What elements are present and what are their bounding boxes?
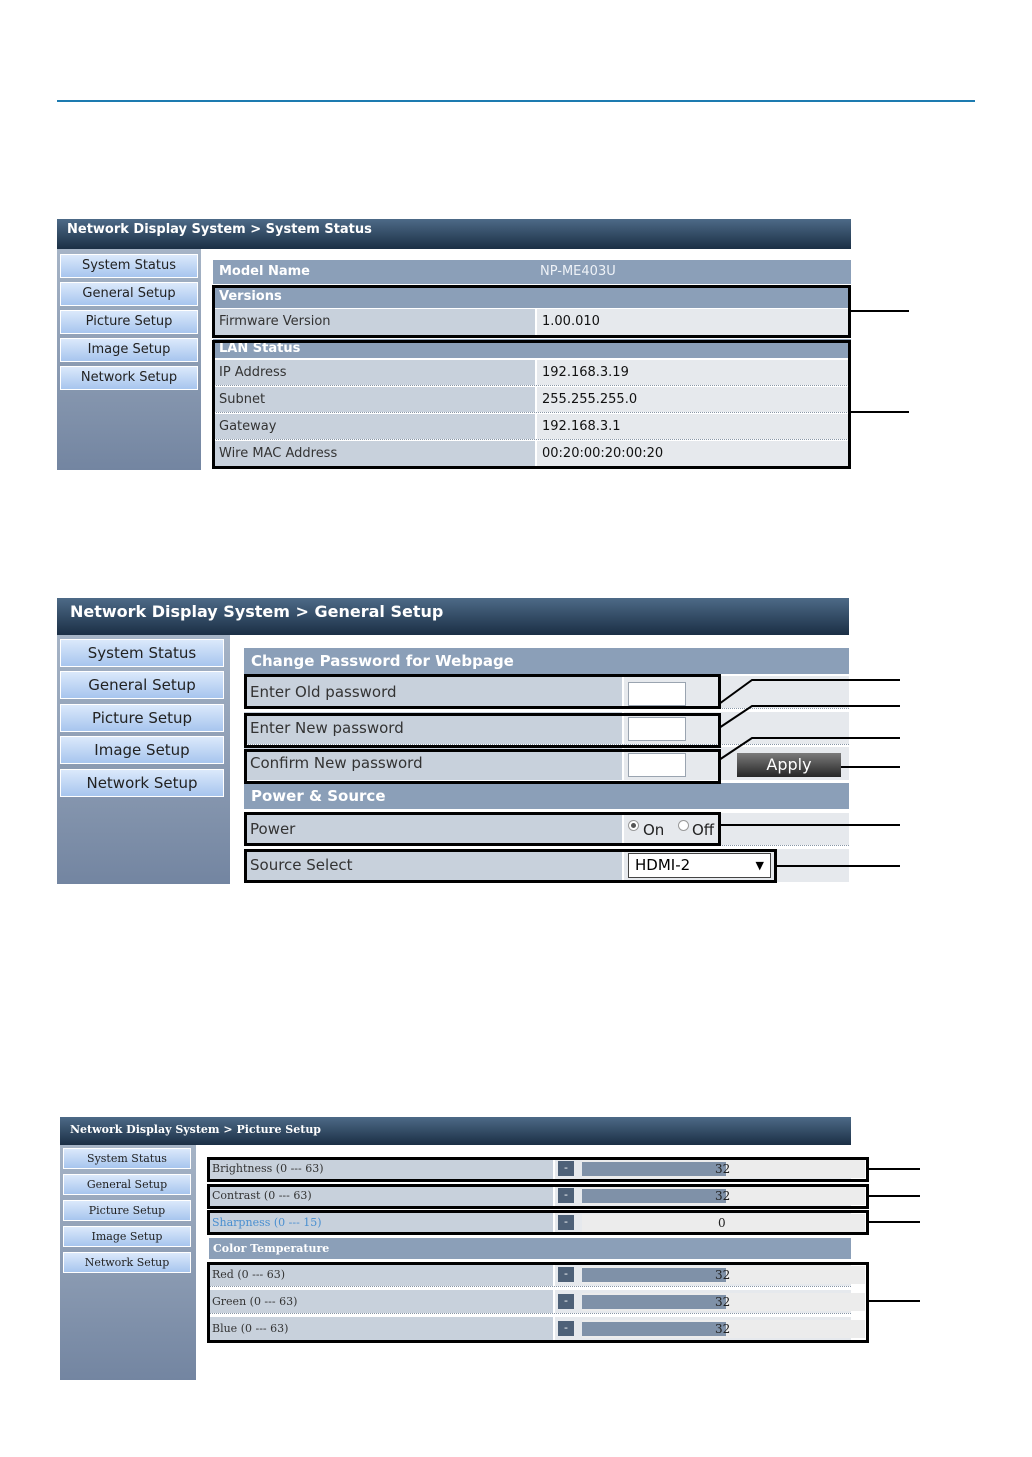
callout-box (244, 849, 777, 883)
versions-header: Versions (213, 287, 851, 308)
nav-picture-setup[interactable]: Picture Setup (63, 1200, 191, 1221)
slider-value: 0 (718, 1216, 726, 1230)
decrease-button[interactable]: - (558, 1267, 574, 1282)
firmware-label: Firmware Version (213, 309, 535, 335)
slider-value: 32 (715, 1322, 731, 1336)
slider-label: Brightness (0 --- 63) (209, 1158, 553, 1180)
nav-system-status[interactable]: System Status (60, 639, 224, 667)
source-select-value: HDMI-2 (635, 856, 691, 874)
page-title: Network Display System > Picture Setup (70, 1123, 322, 1136)
slider-value: 32 (715, 1295, 731, 1309)
decrease-button[interactable]: - (558, 1294, 574, 1309)
callout-line (851, 310, 909, 312)
power-label: Power (244, 813, 622, 845)
callout-box (212, 340, 851, 469)
decrease-button[interactable]: - (558, 1321, 574, 1336)
decrease-button[interactable]: - (558, 1215, 574, 1230)
nav-picture-setup[interactable]: Picture Setup (60, 310, 198, 334)
nav-image-setup[interactable]: Image Setup (63, 1226, 191, 1247)
chevron-down-icon: ▼ (755, 859, 764, 872)
lan-label: IP Address (213, 360, 535, 385)
callout-box (207, 1262, 869, 1343)
sidebar (60, 1145, 196, 1380)
nav-general-setup[interactable]: General Setup (60, 671, 224, 699)
callout-box (212, 285, 851, 338)
power-source-header: Power & Source (244, 783, 849, 809)
nav-network-setup[interactable]: Network Setup (60, 769, 224, 797)
slider-label: Red (0 --- 63) (209, 1263, 553, 1286)
general-setup-titlebar (57, 598, 849, 635)
sidebar (57, 249, 201, 470)
lan-value: 192.168.3.1 (537, 414, 851, 439)
callout-box (244, 713, 721, 748)
apply-button[interactable]: Apply (737, 753, 841, 777)
firmware-value: 1.00.010 (537, 309, 851, 335)
power-on-label[interactable]: On (643, 821, 665, 839)
decrease-button[interactable]: - (558, 1188, 574, 1203)
lan-label: Wire MAC Address (213, 441, 535, 467)
page-title: Network Display System > System Status (67, 222, 372, 237)
power-off-label[interactable]: Off (692, 821, 715, 839)
confirm-password-label: Confirm New password (244, 747, 622, 780)
nav-system-status[interactable]: System Status (60, 254, 198, 278)
slider-label: Sharpness (0 --- 15) (209, 1212, 553, 1234)
callout-box (207, 1210, 869, 1235)
lan-value: 192.168.3.19 (537, 360, 851, 385)
nav-image-setup[interactable]: Image Setup (60, 736, 224, 764)
slider-value: 32 (715, 1189, 731, 1203)
change-password-header: Change Password for Webpage (244, 648, 849, 674)
lan-status-header: LAN Status (213, 339, 851, 358)
new-password-label: Enter New password (244, 712, 622, 744)
decrease-button[interactable]: - (558, 1161, 574, 1176)
old-password-label: Enter Old password (244, 676, 622, 708)
nav-image-setup[interactable]: Image Setup (60, 338, 198, 362)
picture-setup-titlebar (60, 1117, 851, 1145)
callout-box (244, 812, 721, 846)
model-name-label: Model Name (213, 260, 535, 284)
callout-line (851, 411, 909, 413)
page-top-rule (57, 100, 975, 102)
sidebar (57, 635, 230, 884)
slider-label: Contrast (0 --- 63) (209, 1185, 553, 1207)
nav-general-setup[interactable]: General Setup (63, 1174, 191, 1195)
callout-box (207, 1157, 869, 1182)
callout-box (244, 674, 721, 709)
lan-label: Gateway (213, 414, 535, 439)
system-status-titlebar (57, 219, 851, 249)
nav-picture-setup[interactable]: Picture Setup (60, 704, 224, 732)
nav-general-setup[interactable]: General Setup (60, 282, 198, 306)
lan-value: 255.255.255.0 (537, 387, 851, 412)
lan-value: 00:20:00:20:00:20 (537, 441, 851, 467)
color-temperature-header: Color Temperature (209, 1238, 851, 1259)
lan-label: Subnet (213, 387, 535, 412)
model-name-value: NP-ME403U (535, 260, 851, 284)
slider-label: Blue (0 --- 63) (209, 1317, 553, 1341)
model-name-row (213, 260, 851, 284)
nav-network-setup[interactable]: Network Setup (63, 1252, 191, 1273)
slider-label: Green (0 --- 63) (209, 1290, 553, 1313)
callout-box (244, 749, 721, 784)
slider-value: 32 (715, 1162, 731, 1176)
nav-network-setup[interactable]: Network Setup (60, 366, 198, 390)
nav-system-status[interactable]: System Status (63, 1148, 191, 1169)
page-title: Network Display System > General Setup (70, 602, 444, 621)
source-label: Source Select (244, 849, 622, 882)
slider-value: 32 (715, 1268, 731, 1282)
callout-box (207, 1184, 869, 1209)
